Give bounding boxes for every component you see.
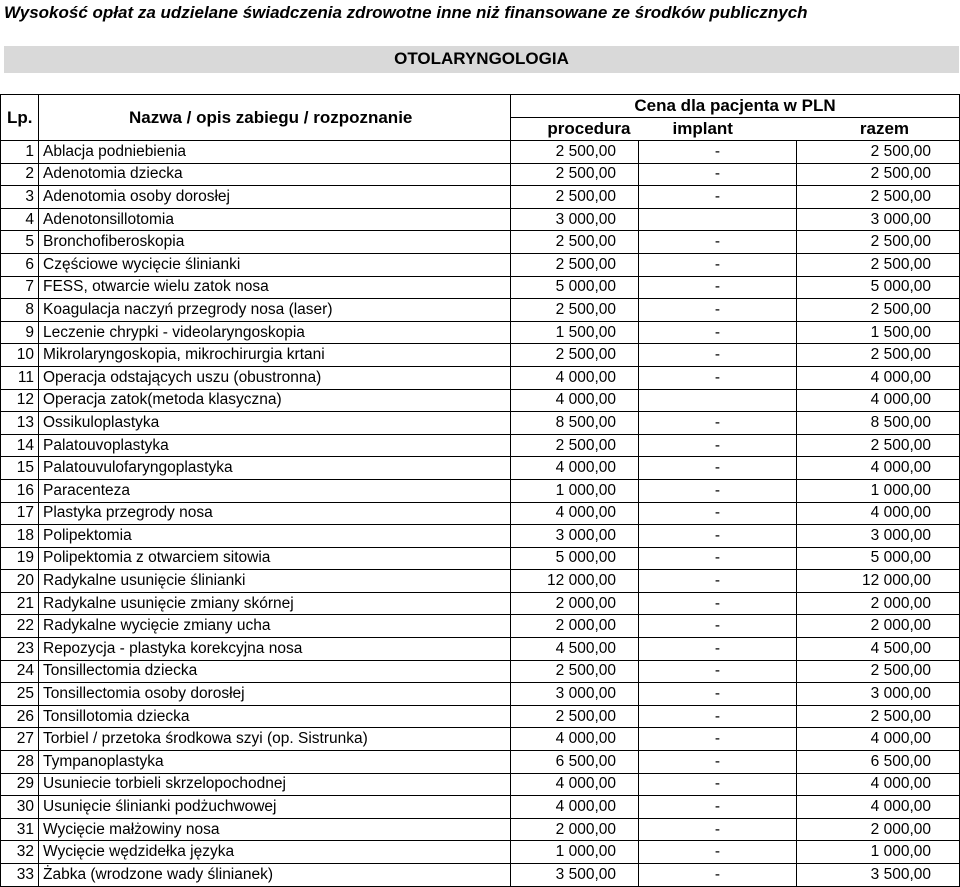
- implant-price: -: [639, 796, 797, 819]
- table-row: [1, 412, 960, 435]
- total-price: 2 500,00: [797, 141, 960, 164]
- table-row: [1, 525, 960, 548]
- procedure-name: Torbiel / przetoka środkowa szyi (op. Sistrunka): [39, 728, 511, 751]
- implant-price: -: [639, 841, 797, 864]
- procedure-name: Polipektomia: [39, 525, 511, 548]
- procedure-price: 2 500,00: [511, 141, 639, 164]
- table-row: [1, 299, 960, 322]
- procedure-name: Radykalne usunięcie ślinianki: [39, 570, 511, 593]
- table-row: [1, 321, 960, 344]
- procedure-name: Tympanoplastyka: [39, 751, 511, 774]
- implant-price: -: [639, 683, 797, 706]
- row-number: 23: [1, 638, 39, 661]
- section-banner: [4, 46, 959, 73]
- implant-price: -: [639, 321, 797, 344]
- procedure-price: 2 500,00: [511, 344, 639, 367]
- table-row: [1, 796, 960, 819]
- row-number: 18: [1, 525, 39, 548]
- procedure-name: Adenotomia dziecka: [39, 163, 511, 186]
- implant-price: -: [639, 547, 797, 570]
- procedure-price: 12 000,00: [511, 570, 639, 593]
- procedure-name: FESS, otwarcie wielu zatok nosa: [39, 276, 511, 299]
- row-number: 31: [1, 818, 39, 841]
- procedure-price: 4 000,00: [511, 457, 639, 480]
- implant-price: -: [639, 660, 797, 683]
- implant-price: [639, 389, 797, 412]
- total-price: 4 500,00: [797, 638, 960, 661]
- row-number: 22: [1, 615, 39, 638]
- total-price: 2 500,00: [797, 660, 960, 683]
- procedure-price: 2 500,00: [511, 705, 639, 728]
- procedure-name: Mikrolaryngoskopia, mikrochirurgia krtani: [39, 344, 511, 367]
- implant-price: -: [639, 818, 797, 841]
- total-price: 3 500,00: [797, 864, 960, 887]
- row-number: 1: [1, 141, 39, 164]
- procedure-name: Radykalne wycięcie zmiany ucha: [39, 615, 511, 638]
- row-number: 27: [1, 728, 39, 751]
- row-number: 13: [1, 412, 39, 435]
- procedure-name: Usuniecie torbieli skrzelopochodnej: [39, 773, 511, 796]
- table-row: [1, 864, 960, 887]
- table-row: [1, 705, 960, 728]
- implant-price: -: [639, 773, 797, 796]
- procedure-price: 3 500,00: [511, 864, 639, 887]
- row-number: 20: [1, 570, 39, 593]
- row-number: 15: [1, 457, 39, 480]
- row-number: 24: [1, 660, 39, 683]
- procedure-name: Tonsillotomia dziecka: [39, 705, 511, 728]
- total-price: 1 000,00: [797, 841, 960, 864]
- procedure-name: Wycięcie wędzidełka języka: [39, 841, 511, 864]
- procedure-name: Tonsillectomia dziecka: [39, 660, 511, 683]
- table-row: [1, 547, 960, 570]
- table-row: [1, 208, 960, 231]
- procedure-name: Operacja zatok(metoda klasyczna): [39, 389, 511, 412]
- procedure-price: 1 000,00: [511, 841, 639, 864]
- total-price: 2 000,00: [797, 818, 960, 841]
- row-number: 7: [1, 276, 39, 299]
- implant-price: -: [639, 163, 797, 186]
- table-row: [1, 141, 960, 164]
- row-number: 10: [1, 344, 39, 367]
- implant-price: -: [639, 615, 797, 638]
- total-price: 4 000,00: [797, 502, 960, 525]
- table-row: [1, 231, 960, 254]
- procedure-price: 2 500,00: [511, 231, 639, 254]
- table-row: [1, 615, 960, 638]
- procedure-price: 2 500,00: [511, 299, 639, 322]
- implant-price: -: [639, 864, 797, 887]
- total-price: 2 500,00: [797, 705, 960, 728]
- table-row: [1, 683, 960, 706]
- table-row: [1, 253, 960, 276]
- procedure-price: 2 000,00: [511, 818, 639, 841]
- header-name: Nazwa / opis zabiegu / rozpoznanie: [39, 95, 511, 141]
- procedure-price: 2 500,00: [511, 253, 639, 276]
- procedure-price: 2 500,00: [511, 186, 639, 209]
- header-lp: Lp.: [1, 95, 39, 141]
- row-number: 21: [1, 592, 39, 615]
- table-row: [1, 751, 960, 774]
- procedure-price: 5 000,00: [511, 547, 639, 570]
- row-number: 11: [1, 366, 39, 389]
- procedure-price: 4 500,00: [511, 638, 639, 661]
- procedure-name: Tonsillectomia osoby dorosłej: [39, 683, 511, 706]
- procedure-name: Usunięcie ślinianki podżuchwowej: [39, 796, 511, 819]
- procedure-price: 3 000,00: [511, 683, 639, 706]
- implant-price: -: [639, 231, 797, 254]
- row-number: 17: [1, 502, 39, 525]
- table-row: [1, 389, 960, 412]
- total-price: 4 000,00: [797, 796, 960, 819]
- total-price: 4 000,00: [797, 728, 960, 751]
- row-number: 6: [1, 253, 39, 276]
- implant-price: -: [639, 299, 797, 322]
- procedure-name: Adenotonsillotomia: [39, 208, 511, 231]
- procedure-name: Adenotomia osoby dorosłej: [39, 186, 511, 209]
- implant-price: -: [639, 457, 797, 480]
- procedure-price: 4 000,00: [511, 366, 639, 389]
- header-price-group: Cena dla pacjenta w PLN: [511, 95, 960, 118]
- row-number: 19: [1, 547, 39, 570]
- procedure-name: Bronchofiberoskopia: [39, 231, 511, 254]
- row-number: 26: [1, 705, 39, 728]
- row-number: 28: [1, 751, 39, 774]
- table-row: [1, 728, 960, 751]
- procedure-name: Częściowe wycięcie ślinianki: [39, 253, 511, 276]
- procedure-name: Ossikuloplastyka: [39, 412, 511, 435]
- row-number: 4: [1, 208, 39, 231]
- row-number: 14: [1, 434, 39, 457]
- table-row: [1, 457, 960, 480]
- procedure-name: Plastyka przegrody nosa: [39, 502, 511, 525]
- procedure-price: 2 000,00: [511, 615, 639, 638]
- procedure-name: Wycięcie małżowiny nosa: [39, 818, 511, 841]
- procedure-name: Palatouvulofaryngoplastyka: [39, 457, 511, 480]
- row-number: 30: [1, 796, 39, 819]
- procedure-price: 2 000,00: [511, 592, 639, 615]
- procedure-price: 1 500,00: [511, 321, 639, 344]
- procedure-name: Repozycja - plastyka korekcyjna nosa: [39, 638, 511, 661]
- table-row: [1, 841, 960, 864]
- total-price: 8 500,00: [797, 412, 960, 435]
- procedure-name: Paracenteza: [39, 479, 511, 502]
- table-row: [1, 344, 960, 367]
- implant-price: -: [639, 705, 797, 728]
- implant-price: -: [639, 344, 797, 367]
- total-price: 5 000,00: [797, 547, 960, 570]
- table-row: [1, 502, 960, 525]
- table-row: [1, 366, 960, 389]
- table-row: [1, 186, 960, 209]
- section-title: OTOLARYNGOLOGIA: [394, 49, 569, 68]
- total-price: 2 500,00: [797, 186, 960, 209]
- total-price: 2 500,00: [797, 231, 960, 254]
- total-price: 1 500,00: [797, 321, 960, 344]
- procedure-price: 4 000,00: [511, 728, 639, 751]
- total-price: 2 500,00: [797, 253, 960, 276]
- total-price: 2 500,00: [797, 344, 960, 367]
- procedure-price: 2 500,00: [511, 660, 639, 683]
- procedure-name: Radykalne usunięcie zmiany skórnej: [39, 592, 511, 615]
- table-row: [1, 773, 960, 796]
- table-row: [1, 592, 960, 615]
- total-price: 12 000,00: [797, 570, 960, 593]
- total-price: 4 000,00: [797, 366, 960, 389]
- price-table: [0, 94, 960, 887]
- procedure-price: 4 000,00: [511, 502, 639, 525]
- procedure-price: 4 000,00: [511, 773, 639, 796]
- implant-price: -: [639, 751, 797, 774]
- implant-price: -: [639, 502, 797, 525]
- total-price: 3 000,00: [797, 525, 960, 548]
- total-price: 2 000,00: [797, 615, 960, 638]
- row-number: 25: [1, 683, 39, 706]
- total-price: 2 500,00: [797, 163, 960, 186]
- procedure-price: 4 000,00: [511, 389, 639, 412]
- total-price: 2 500,00: [797, 434, 960, 457]
- total-price: 5 000,00: [797, 276, 960, 299]
- implant-price: -: [639, 186, 797, 209]
- row-number: 29: [1, 773, 39, 796]
- total-price: 3 000,00: [797, 683, 960, 706]
- procedure-price: 3 000,00: [511, 525, 639, 548]
- procedure-price: 4 000,00: [511, 796, 639, 819]
- implant-price: -: [639, 592, 797, 615]
- row-number: 8: [1, 299, 39, 322]
- row-number: 16: [1, 479, 39, 502]
- total-price: 4 000,00: [797, 773, 960, 796]
- document-title: Wysokość opłat za udzielane świadczenia zdrowotne inne niż finansowane ze środków publicznych: [4, 3, 808, 22]
- implant-price: -: [639, 479, 797, 502]
- implant-price: -: [639, 570, 797, 593]
- procedure-name: Żabka (wrodzone wady ślinianek): [39, 864, 511, 887]
- implant-price: -: [639, 141, 797, 164]
- total-price: 4 000,00: [797, 457, 960, 480]
- header-razem: razem: [797, 118, 960, 141]
- implant-price: -: [639, 434, 797, 457]
- table-row: [1, 276, 960, 299]
- table-row: [1, 434, 960, 457]
- row-number: 12: [1, 389, 39, 412]
- implant-price: -: [639, 728, 797, 751]
- table-row: [1, 638, 960, 661]
- row-number: 3: [1, 186, 39, 209]
- total-price: 2 500,00: [797, 299, 960, 322]
- procedure-price: 6 500,00: [511, 751, 639, 774]
- total-price: 2 000,00: [797, 592, 960, 615]
- row-number: 33: [1, 864, 39, 887]
- implant-price: -: [639, 276, 797, 299]
- total-price: 4 000,00: [797, 389, 960, 412]
- table-row: [1, 818, 960, 841]
- row-number: 2: [1, 163, 39, 186]
- implant-price: -: [639, 638, 797, 661]
- table-body: [1, 141, 960, 887]
- procedure-price: 2 500,00: [511, 163, 639, 186]
- procedure-name: Palatouvoplastyka: [39, 434, 511, 457]
- header-implant: implant: [639, 118, 797, 141]
- total-price: 6 500,00: [797, 751, 960, 774]
- row-number: 32: [1, 841, 39, 864]
- procedure-price: 8 500,00: [511, 412, 639, 435]
- procedure-name: Polipektomia z otwarciem sitowia: [39, 547, 511, 570]
- header-procedura: procedura: [511, 118, 639, 141]
- implant-price: [639, 208, 797, 231]
- procedure-price: 5 000,00: [511, 276, 639, 299]
- implant-price: -: [639, 253, 797, 276]
- procedure-price: 1 000,00: [511, 479, 639, 502]
- row-number: 5: [1, 231, 39, 254]
- procedure-price: 2 500,00: [511, 434, 639, 457]
- table-row: [1, 163, 960, 186]
- implant-price: -: [639, 412, 797, 435]
- implant-price: -: [639, 525, 797, 548]
- total-price: 1 000,00: [797, 479, 960, 502]
- procedure-name: Koagulacja naczyń przegrody nosa (laser): [39, 299, 511, 322]
- row-number: 9: [1, 321, 39, 344]
- procedure-name: Leczenie chrypki - videolaryngoskopia: [39, 321, 511, 344]
- procedure-price: 3 000,00: [511, 208, 639, 231]
- table-row: [1, 479, 960, 502]
- table-row: [1, 660, 960, 683]
- procedure-name: Operacja odstających uszu (obustronna): [39, 366, 511, 389]
- implant-price: -: [639, 366, 797, 389]
- procedure-name: Ablacja podniebienia: [39, 141, 511, 164]
- total-price: 3 000,00: [797, 208, 960, 231]
- table-row: [1, 570, 960, 593]
